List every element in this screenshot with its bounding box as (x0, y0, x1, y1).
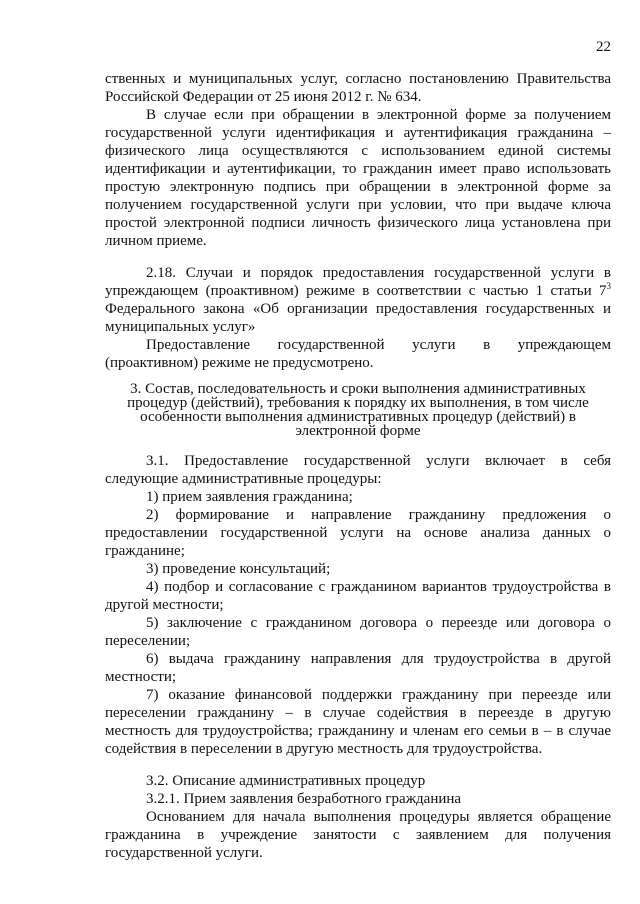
section-3-heading: 3. Состав, последовательность и сроки выполнения административных процедур (действий), требования к порядку их выполнения, в том числе особенности выполнения административных процедур (действий) в электронной форме (127, 381, 589, 439)
list-item: 4) подбор и согласование с гражданином вариантов трудоустройства в другой местности; (105, 579, 611, 613)
list-item: 1) прием заявления гражданина; (146, 489, 353, 505)
list-item: 5) заключение с гражданином договора о переезде или договора о переселении; (105, 615, 611, 649)
paragraph-electronic-signature: В случае если при обращении в электронной форме за получением государственной услуги идентификация и аутентификация гражданина – физического лица осуществляются с использованием единой системы идентификации и аутентификации, то гражданин имеет право использовать простую электронную подпись при обращении в электронной форме за получением государственной услуги при условии, что при выдаче ключа простой электронной подписи личность физического лица установлена при личном приеме. (105, 107, 611, 249)
paragraph-3-2-1: 3.2.1. Прием заявления безработного гражданина (146, 791, 462, 807)
paragraph-2-18-text: 2.18. Случаи и порядок предоставления государственной услуги в упреждающем (проактивном) режиме в соответствии с частью 1 статьи 7 (105, 265, 611, 299)
list-item: 7) оказание финансовой поддержки гражданину при переезде или переселении гражданину – в случае содействия в переезде в другую местность для трудоустройства; гражданину и членам его семьи в – в случае содействия в переселении в другую местность для трудоустройства. (105, 687, 611, 757)
paragraph-3-2: 3.2. Описание административных процедур (146, 773, 426, 789)
paragraph-3-1: 3.1. Предоставление государственной услуги включает в себя следующие административные процедуры: (105, 453, 611, 487)
list-item: 3) проведение консультаций; (146, 561, 331, 577)
page-body (105, 70, 611, 862)
paragraph-proactive-not-provided: Предоставление государственной услуги в упреждающем (проактивном) режиме не предусмотрено. (105, 337, 611, 371)
paragraph-2-18 (105, 264, 611, 336)
page-number: 22 (596, 39, 611, 55)
article-superscript: 3 (606, 281, 611, 291)
paragraph-continuation: ственных и муниципальных услуг, согласно постановлению Правительства Российской Федерации от 25 июня 2012 г. № 634. (105, 71, 611, 105)
paragraph-basis: Основанием для начала выполнения процедуры является обращение гражданина в учреждение занятости с заявлением для получения государственной услуги. (105, 809, 611, 861)
paragraph-2-18-text-end: Федерального закона «Об организации предоставления государственных и муниципальных услуг» (105, 301, 611, 335)
list-item: 6) выдача гражданину направления для трудоустройства в другой местности; (105, 651, 611, 685)
list-item: 2) формирование и направление гражданину предложения о предоставлении государственной услуги на основе анализа данных о гражданине; (105, 507, 611, 559)
